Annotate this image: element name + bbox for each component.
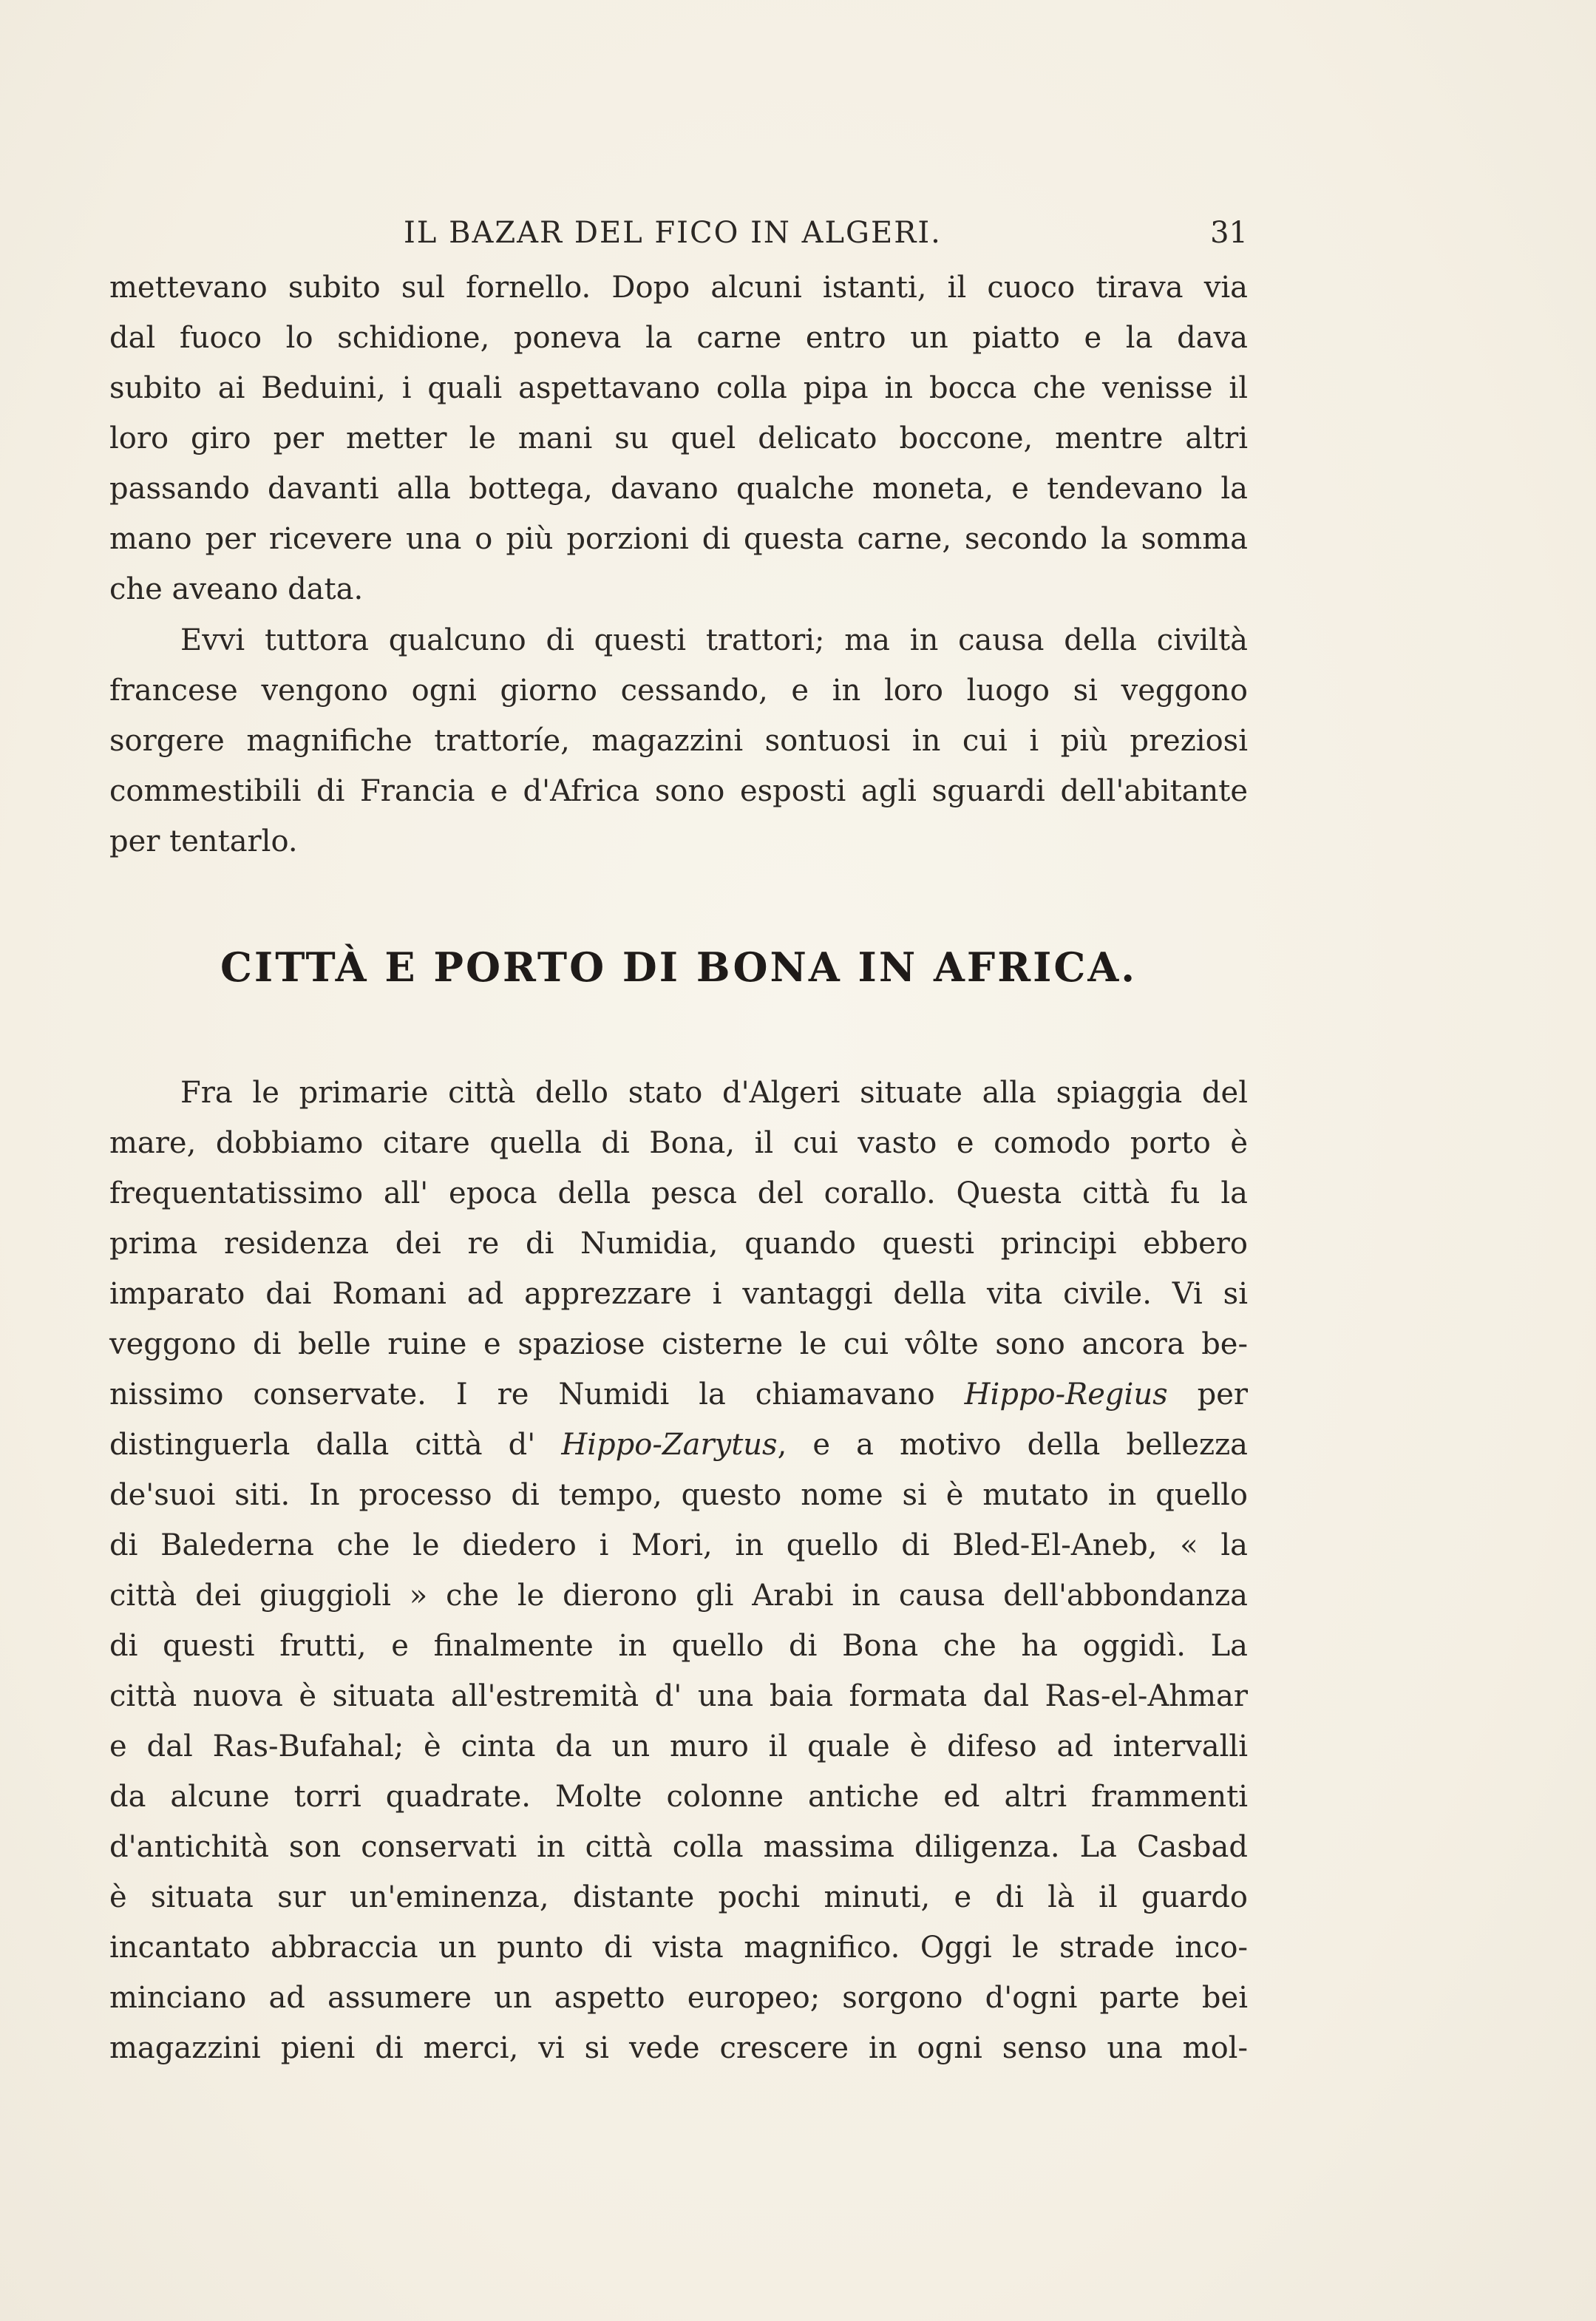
running-head	[109, 216, 1248, 260]
text-line: loro giro per metter le mani su quel delicato boccone, mentre altri	[109, 421, 1248, 455]
text-line: per tentarlo.	[109, 824, 298, 858]
text-line: di Balederna che le diedero i Mori, in quello di Bled-El-Aneb, « la	[109, 1528, 1248, 1562]
text-line: è situata sur un'eminenza, distante pochi minuti, e di là il guardo	[109, 1880, 1248, 1914]
italic-name-hippo-regius: Hippo-Regius	[964, 1378, 1168, 1412]
text-line: dal fuoco lo schidione, poneva la carne entro un piatto e la dava	[109, 321, 1248, 355]
text-line: e dal Ras-Bufahal; è cinta da un muro il quale è difeso ad intervalli	[109, 1729, 1248, 1763]
running-title: IL BAZAR DEL FICO IN ALGERI.	[404, 216, 942, 250]
text-line: città dei giuggioli » che le dierono gli Arabi in causa dell'abbondanza	[109, 1579, 1248, 1613]
text-line: frequentatissimo all' epoca della pesca del corallo. Questa città fu la	[109, 1176, 1248, 1210]
section-heading: CITTÀ E PORTO DI BONA IN AFRICA.	[220, 943, 1138, 991]
text-run: per	[1167, 1378, 1248, 1412]
text-line: sorgere magnifiche trattoríe, magazzini sontuosi in cui i più preziosi	[109, 724, 1248, 758]
text-line: di questi frutti, e finalmente in quello di Bona che ha oggidì. La	[109, 1629, 1248, 1663]
text-line	[109, 1369, 1248, 1420]
text-line: francese vengono ogni giorno cessando, e in loro luogo si veggono	[109, 674, 1248, 708]
text-line: subito ai Beduini, i quali aspettavano colla pipa in bocca che venisse il	[109, 371, 1248, 405]
text-line: mettevano subito sul fornello. Dopo alcuni istanti, il cuoco tirava via	[109, 271, 1248, 305]
text-line: prima residenza dei re di Numidia, quando questi principi ebbero	[109, 1227, 1248, 1261]
italic-name-hippo-zarytus: Hippo-Zarytus	[561, 1428, 778, 1462]
text-line: minciano ad assumere un aspetto europeo; sorgono d'ogni parte bei	[109, 1981, 1248, 2015]
text-line	[109, 1420, 1248, 1470]
text-line: da alcune torri quadrate. Molte colonne antiche ed altri frammenti	[109, 1780, 1248, 1814]
text-run: nissimo conservate. I re Numidi la chiamavano	[109, 1378, 965, 1412]
text-run: , e a motivo della bellezza	[777, 1428, 1249, 1462]
text-line: città nuova è situata all'estremità d' una baia formata dal Ras-el-Ahmar	[109, 1679, 1248, 1713]
text-line: passando davanti alla bottega, davano qualche moneta, e tendevano la	[109, 472, 1248, 506]
text-line: de'suoi siti. In processo di tempo, questo nome si è mutato in quello	[109, 1478, 1248, 1512]
text-line: veggono di belle ruine e spaziose cisterne le cui vôlte sono ancora be-	[109, 1327, 1248, 1361]
text-line: mare, dobbiamo citare quella di Bona, il cui vasto e comodo porto è	[109, 1126, 1248, 1160]
text-line: magazzini pieni di merci, vi si vede crescere in ogni senso una mol-	[109, 2031, 1248, 2065]
text-line: Fra le primarie città dello stato d'Algeri situate alla spiaggia del	[180, 1076, 1248, 1110]
page-number: 31	[1210, 216, 1248, 250]
text-line: Evvi tuttora qualcuno di questi trattori; ma in causa della civiltà	[180, 623, 1248, 657]
text-line: commestibili di Francia e d'Africa sono esposti agli sguardi dell'abitante	[109, 774, 1248, 808]
text-line: che aveano data.	[109, 572, 364, 606]
text-run: distinguerla dalla città d'	[109, 1428, 562, 1462]
text-line: mano per ricevere una o più porzioni di questa carne, secondo la somma	[109, 522, 1248, 556]
text-line: incantato abbraccia un punto di vista magnifico. Oggi le strade inco-	[109, 1931, 1248, 1965]
text-line: imparato dai Romani ad apprezzare i vantaggi della vita civile. Vi si	[109, 1277, 1248, 1311]
text-line: d'antichità son conservati in città colla massima diligenza. La Casbad	[109, 1830, 1248, 1864]
